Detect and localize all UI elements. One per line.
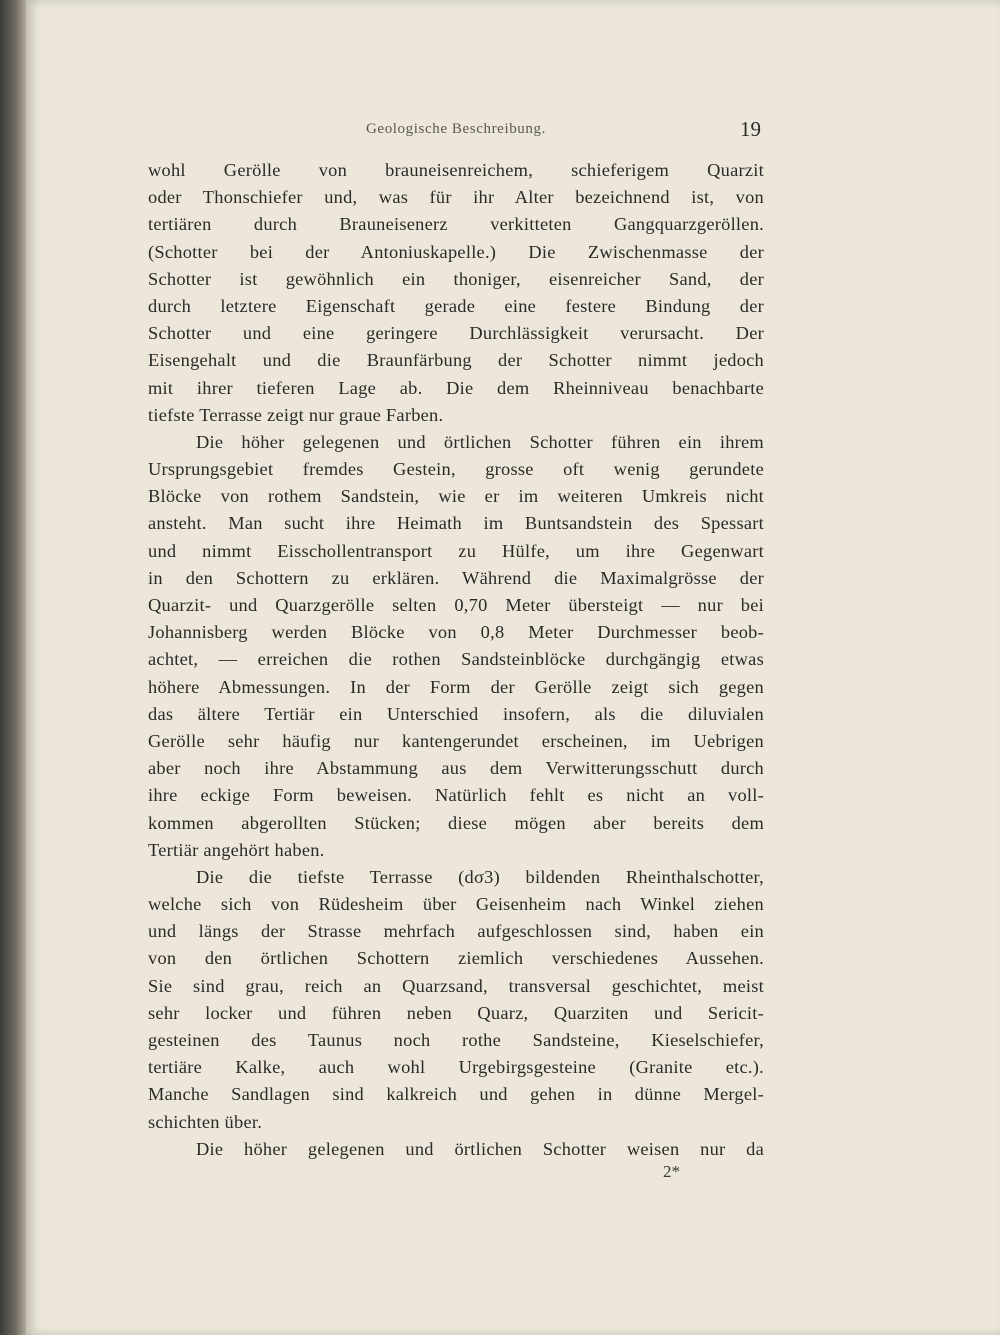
text-line: von den örtlichen Schottern ziemlich verschiedenes Aussehen.: [148, 948, 764, 969]
book-page: [26, 0, 1000, 1335]
text-line: tertiären durch Brauneisenerz verkitteten Gangquarzgeröllen.: [148, 214, 764, 235]
text-line: Schotter ist gewöhnlich ein thoniger, eisenreicher Sand, der: [148, 268, 764, 289]
body-text: [148, 157, 764, 1163]
text-line: (Schotter bei der Antoniuskapelle.) Die Zwischenmasse der: [148, 241, 764, 262]
text-line: Johannisberg werden Blöcke von 0,8 Meter Durchmesser beob-: [148, 622, 764, 643]
text-line: oder Thonschiefer und, was für ihr Alter bezeichnend ist, von: [148, 187, 764, 208]
text-line: Gerölle sehr häufig nur kantengerundet erscheinen, im Uebrigen: [148, 730, 764, 751]
text-line: Ursprungsgebiet fremdes Gestein, grosse oft wenig gerundete: [148, 459, 764, 480]
text-line: Manche Sandlagen sind kalkreich und gehen in dünne Mergel-: [148, 1084, 764, 1105]
running-head-title: Geologische Beschreibung.: [366, 121, 546, 137]
text-line: Blöcke von rothem Sandstein, wie er im weiteren Umkreis nicht: [148, 486, 764, 507]
text-line: in den Schottern zu erklären. Während die Maximalgrösse der: [148, 567, 764, 588]
text-line: Die höher gelegenen und örtlichen Schotter führen ein ihrem: [196, 431, 764, 452]
text-line: Die höher gelegenen und örtlichen Schotter weisen nur da: [196, 1138, 764, 1159]
text-line: durch letztere Eigenschaft gerade eine festere Bindung der: [148, 295, 764, 316]
text-line: tiefste Terrasse zeigt nur graue Farben.: [148, 404, 444, 425]
text-line: höhere Abmessungen. In der Form der Gerölle zeigt sich gegen: [148, 676, 764, 697]
text-line: und längs der Strasse mehrfach aufgeschlossen sind, haben ein: [148, 921, 764, 942]
text-line: welche sich von Rüdesheim über Geisenheim nach Winkel ziehen: [148, 894, 764, 915]
text-line: ihre eckige Form beweisen. Natürlich fehlt es nicht an voll-: [148, 785, 764, 806]
text-line: sehr locker und führen neben Quarz, Quarziten und Sericit-: [148, 1002, 764, 1023]
text-line: aber noch ihre Abstammung aus dem Verwitterungsschutt durch: [148, 758, 764, 779]
text-line: Tertiär angehört haben.: [148, 839, 325, 860]
signature-mark: 2*: [663, 1162, 680, 1181]
text-line: Sie sind grau, reich an Quarzsand, transversal geschichtet, meist: [148, 975, 764, 996]
text-line: mit ihrer tieferen Lage ab. Die dem Rheinniveau benachbarte: [148, 377, 764, 398]
text-line: ansteht. Man sucht ihre Heimath im Buntsandstein des Spessart: [148, 513, 764, 534]
text-line: schichten über.: [148, 1111, 263, 1132]
text-line: Die die tiefste Terrasse (dσ3) bildenden Rheinthalschotter,: [196, 866, 764, 887]
text-line: tertiäre Kalke, auch wohl Urgebirgsgesteine (Granite etc.).: [148, 1057, 764, 1078]
text-line: wohl Gerölle von brauneisenreichem, schieferigem Quarzit: [148, 160, 764, 180]
text-line: Quarzit- und Quarzgerölle selten 0,70 Meter übersteigt — nur bei: [148, 595, 764, 615]
page-number: 19: [740, 117, 761, 141]
text-line: kommen abgerollten Stücken; diese mögen aber bereits dem: [148, 812, 764, 833]
text-line: und nimmt Eisschollentransport zu Hülfe, um ihre Gegenwart: [148, 540, 764, 561]
text-line: das ältere Tertiär ein Unterschied insofern, als die diluvialen: [148, 703, 764, 724]
text-line: gesteinen des Taunus noch rothe Sandsteine, Kieselschiefer,: [148, 1030, 764, 1050]
text-line: Eisengehalt und die Braunfärbung der Schotter nimmt jedoch: [148, 350, 764, 371]
running-head: [26, 117, 1000, 143]
text-line: Schotter und eine geringere Durchlässigkeit verursacht. Der: [148, 323, 764, 344]
text-line: achtet, — erreichen die rothen Sandsteinblöcke durchgängig etwas: [148, 649, 764, 670]
